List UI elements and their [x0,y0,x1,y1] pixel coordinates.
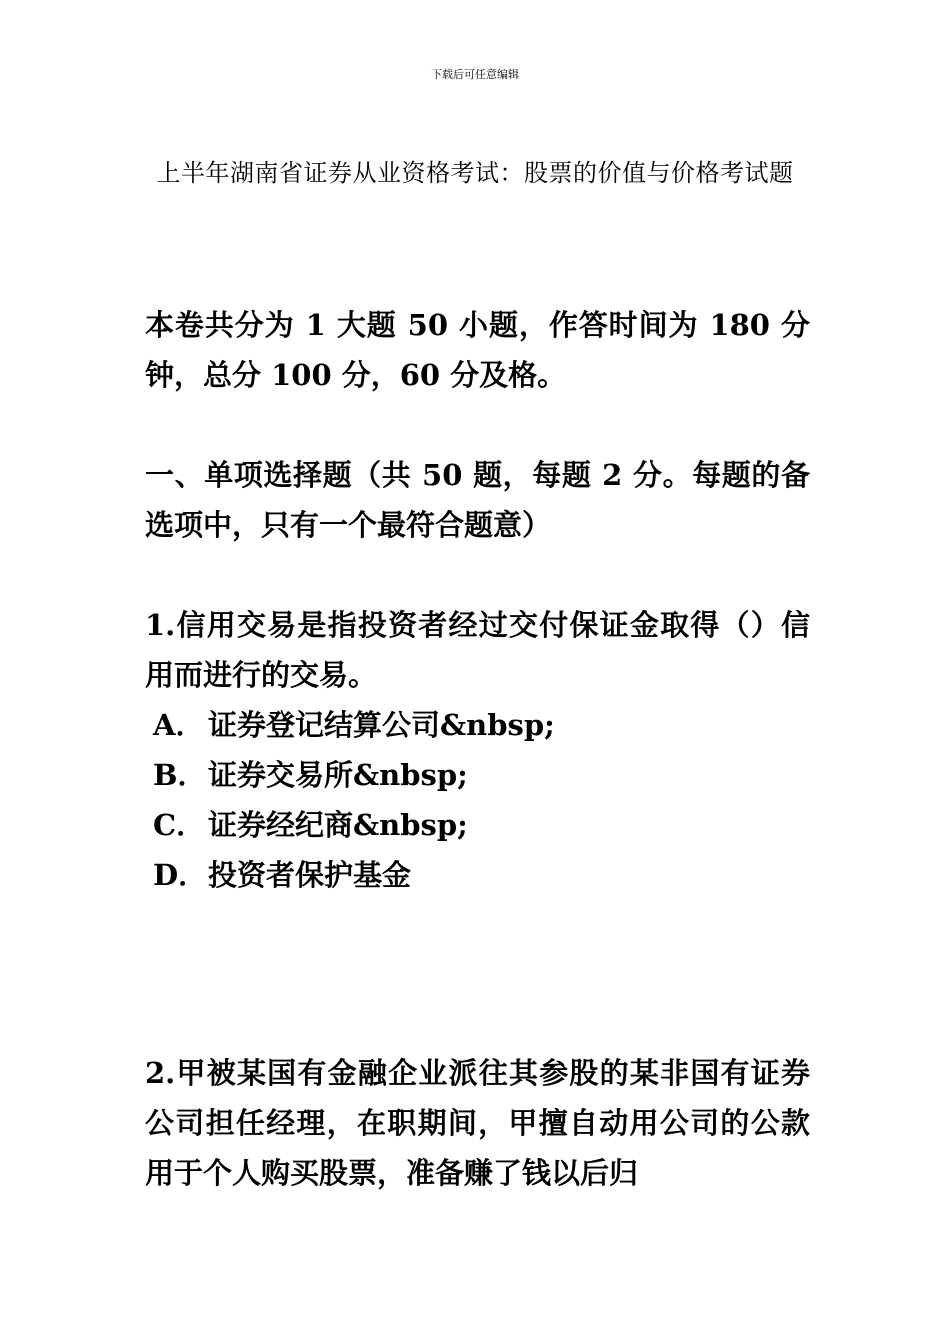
option-c [153,800,803,850]
option-text: 证券交易所&nbsp; [208,758,468,792]
section-heading: 一、单项选择题（共 50 题，每题 2 分。每题的备选项中，只有一个最符合题意） [145,458,810,542]
option-b [153,750,803,800]
header-note: 下载后可任意编辑 [431,68,519,81]
question-1-stem: 1.信用交易是指投资者经过交付保证金取得（）信用而进行的交易。 [145,608,810,692]
question-1-options [153,700,803,900]
exam-intro: 本卷共分为 1 大题 50 小题，作答时间为 180 分钟，总分 100 分，60 分及格。 [145,308,810,392]
option-d [153,850,803,900]
document-title: 上半年湖南省证券从业资格考试：股票的价值与价格考试题 [156,159,794,187]
option-letter: C． [153,808,206,842]
option-letter: D． [153,858,208,892]
option-letter: B． [153,758,207,792]
option-text: 投资者保护基金 [208,858,412,892]
option-text: 证券经纪商&nbsp; [208,808,468,842]
option-letter: A． [153,708,205,742]
option-text: 证券登记结算公司&nbsp; [208,708,555,742]
option-a [153,700,803,750]
question-2-stem: 2.甲被某国有金融企业派往其参股的某非国有证券公司担任经理，在职期间，甲擅自动用公司的公款用于个人购买股票，准备赚了钱以后归 [145,1056,810,1190]
